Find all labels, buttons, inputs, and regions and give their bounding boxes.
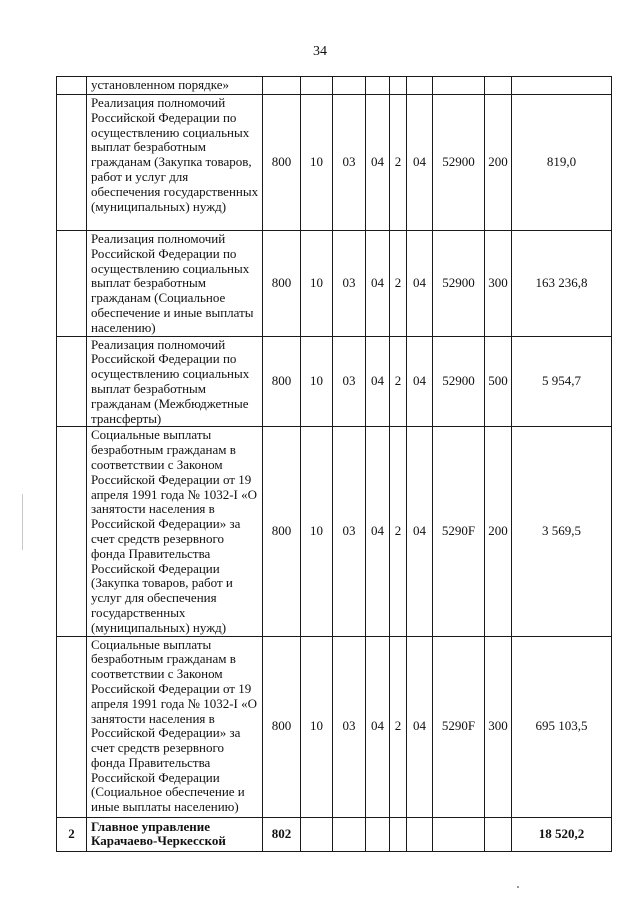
cell-c3: 04: [407, 427, 433, 636]
cell-c4: 5290F: [433, 636, 485, 817]
cell-pr: [333, 77, 366, 95]
cell-grbs: [263, 77, 301, 95]
cell-no: [57, 427, 87, 636]
cell-pr: 03: [333, 95, 366, 231]
cell-c4: [433, 817, 485, 851]
cell-vr: 300: [485, 231, 512, 337]
cell-c3: 04: [407, 636, 433, 817]
cell-c4: 5290F: [433, 427, 485, 636]
cell-name: Реализация полномочий Российской Федерации по осуществлению социальных выплат безработным гражданам (Межбюджетные трансферты): [87, 336, 263, 427]
cell-name: Главное управление Карачаево-Черкесской: [87, 817, 263, 851]
cell-vr: 300: [485, 636, 512, 817]
cell-sum: [512, 77, 612, 95]
cell-c2: 2: [390, 427, 407, 636]
cell-c4: [433, 77, 485, 95]
cell-grbs: 800: [263, 636, 301, 817]
cell-c1: 04: [366, 636, 390, 817]
cell-vr: 200: [485, 95, 512, 231]
cell-grbs: 800: [263, 336, 301, 427]
cell-sum: 695 103,5: [512, 636, 612, 817]
cell-c2: 2: [390, 336, 407, 427]
cell-c4: 52900: [433, 336, 485, 427]
cell-sum: 18 520,2: [512, 817, 612, 851]
cell-sum: 3 569,5: [512, 427, 612, 636]
table-row: [57, 95, 612, 231]
cell-pr: 03: [333, 636, 366, 817]
cell-grbs: 802: [263, 817, 301, 851]
scan-speck: [517, 886, 519, 888]
cell-c4: 52900: [433, 95, 485, 231]
cell-sum: 163 236,8: [512, 231, 612, 337]
cell-rz: 10: [301, 636, 333, 817]
cell-name: установленном порядке»: [87, 77, 263, 95]
cell-c4: 52900: [433, 231, 485, 337]
cell-c1: [366, 817, 390, 851]
cell-c1: 04: [366, 95, 390, 231]
cell-c3: [407, 817, 433, 851]
cell-vr: [485, 77, 512, 95]
table-row: [57, 336, 612, 427]
cell-pr: [333, 817, 366, 851]
cell-c1: [366, 77, 390, 95]
page-number: 34: [313, 44, 327, 59]
cell-pr: 03: [333, 427, 366, 636]
cell-c3: 04: [407, 95, 433, 231]
cell-grbs: 800: [263, 95, 301, 231]
margin-mark: [22, 494, 23, 550]
cell-c3: 04: [407, 231, 433, 337]
cell-name: Социальные выплаты безработным гражданам в соответствии с Законом Российской Федерации от 19 апреля 1991 года № 1032-I «О занятости населения в Российской Федерации» за счет средств резервного фонда Правительства Российской Федерации (Социальное обеспечение и иные выплаты населению): [87, 636, 263, 817]
table-row: [57, 636, 612, 817]
cell-c1: 04: [366, 427, 390, 636]
cell-no: [57, 77, 87, 95]
cell-rz: [301, 817, 333, 851]
cell-rz: 10: [301, 95, 333, 231]
table-row: [57, 231, 612, 337]
cell-grbs: 800: [263, 427, 301, 636]
cell-pr: 03: [333, 336, 366, 427]
cell-c1: 04: [366, 231, 390, 337]
cell-rz: 10: [301, 231, 333, 337]
cell-c2: 2: [390, 231, 407, 337]
cell-no: 2: [57, 817, 87, 851]
cell-c2: 2: [390, 95, 407, 231]
table-row: [57, 77, 612, 95]
cell-c3: [407, 77, 433, 95]
cell-vr: 200: [485, 427, 512, 636]
cell-rz: [301, 77, 333, 95]
cell-no: [57, 95, 87, 231]
cell-no: [57, 336, 87, 427]
cell-sum: 5 954,7: [512, 336, 612, 427]
cell-sum: 819,0: [512, 95, 612, 231]
cell-c3: 04: [407, 336, 433, 427]
table-row: [57, 817, 612, 851]
cell-name: Реализация полномочий Российской Федерации по осуществлению социальных выплат безработным гражданам (Закупка товаров, работ и услуг для обеспечения государственных (муниципальных) нужд): [87, 95, 263, 231]
cell-c2: [390, 817, 407, 851]
cell-c1: 04: [366, 336, 390, 427]
cell-name: Реализация полномочий Российской Федерации по осуществлению социальных выплат безработным гражданам (Социальное обеспечение и иные выплаты населению): [87, 231, 263, 337]
budget-table: [56, 76, 612, 852]
cell-pr: 03: [333, 231, 366, 337]
cell-rz: 10: [301, 427, 333, 636]
table-row: [57, 427, 612, 636]
cell-no: [57, 636, 87, 817]
cell-grbs: 800: [263, 231, 301, 337]
cell-vr: 500: [485, 336, 512, 427]
cell-c2: 2: [390, 636, 407, 817]
cell-no: [57, 231, 87, 337]
cell-c2: [390, 77, 407, 95]
cell-name: Социальные выплаты безработным гражданам в соответствии с Законом Российской Федерации от 19 апреля 1991 года № 1032-I «О занятости населения в Российской Федерации» за счет средств резервного фонда Правительства Российской Федерации (Закупка товаров, работ и услуг для обеспечения государственных (муниципальных) нужд): [87, 427, 263, 636]
cell-vr: [485, 817, 512, 851]
cell-rz: 10: [301, 336, 333, 427]
